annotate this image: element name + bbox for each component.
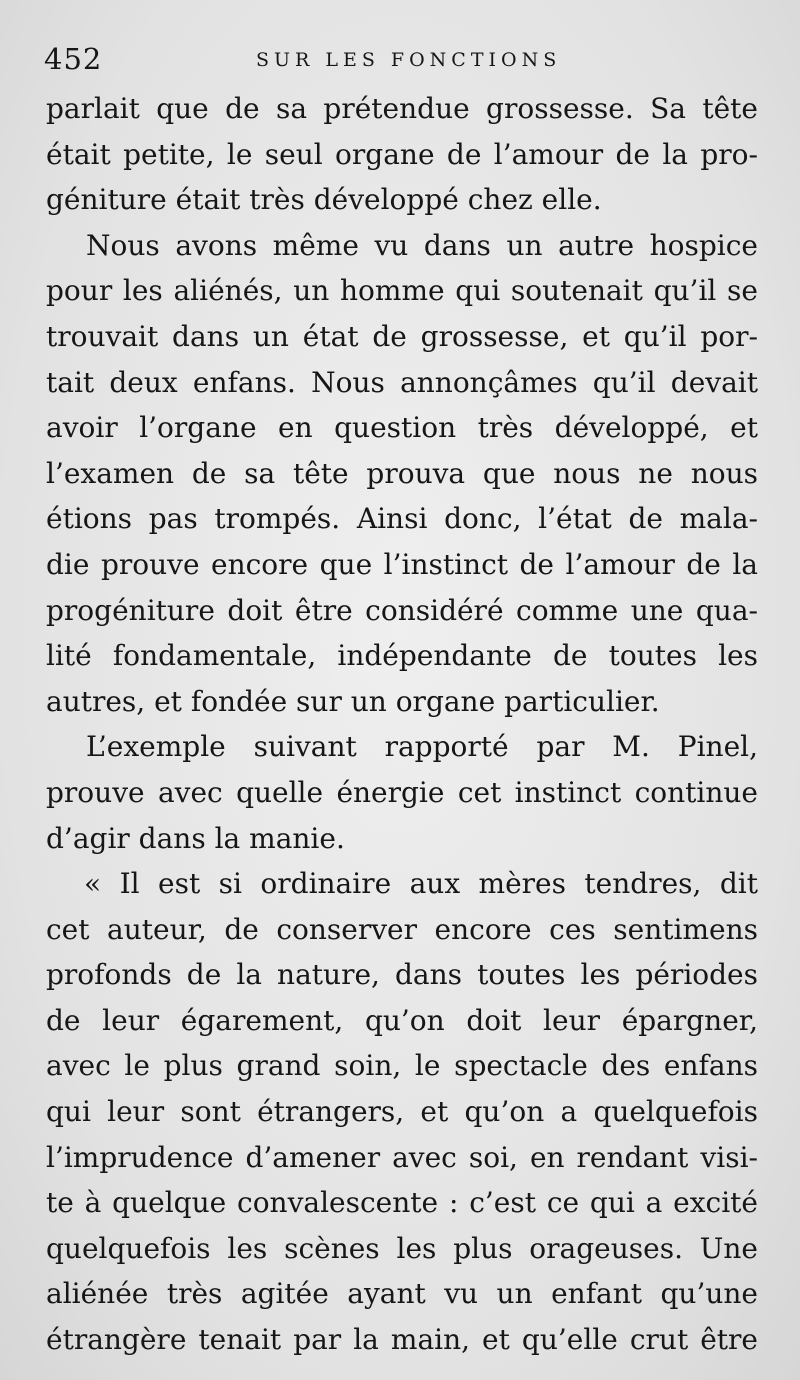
text-line: lité fondamentale, indépendante de toutes les [46, 639, 758, 673]
text-line: te à quelque convalescente : c’est ce qui a excité [46, 1186, 758, 1220]
page-header [44, 42, 764, 82]
text-line: parlait que de sa prétendue grossesse. Sa tête [46, 92, 758, 125]
text-line: cet auteur, de conserver encore ces sentimens [46, 912, 758, 946]
paragraph-start-line: Nous avons même vu dans un autre hospice [86, 228, 758, 262]
text-line: trouvait dans un état de grossesse, et qu’il por- [46, 319, 758, 353]
text-line: de leur égarement, qu’on doit leur épargner, [46, 1003, 758, 1037]
text-line: étions pas trompés. Ainsi donc, l’état de mala- [46, 502, 758, 536]
running-head: SUR LES FONCTIONS [256, 49, 562, 71]
text-line: autres, et fondée sur un organe particulier. [46, 684, 660, 718]
text-line: die prouve encore que l’instinct de l’amour de la [46, 547, 758, 581]
text-line: aliénée très agitée ayant vu un enfant qu’une [46, 1277, 758, 1311]
text-line: qui leur sont étrangers, et qu’on a quelquefois [46, 1095, 758, 1129]
page-number: 452 [44, 42, 103, 76]
paragraph-start-line: « Il est si ordinaire aux mères tendres, dit [84, 867, 758, 901]
text-line: tait deux enfans. Nous annonçâmes qu’il devait [46, 365, 758, 399]
text-line: avec le plus grand soin, le spectacle des enfans [46, 1049, 758, 1083]
text-line: quelquefois les scènes les plus orageuses. Une [46, 1231, 758, 1265]
text-line: l’examen de sa tête prouva que nous ne nous [46, 456, 758, 490]
text-line: l’imprudence d’amener avec soi, en rendant visi- [46, 1140, 758, 1174]
text-line: pour les aliénés, un homme qui soutenait qu’il se [46, 274, 758, 308]
body-text [46, 86, 758, 1363]
text-line: étrangère tenait par la main, et qu’elle crut être [46, 1323, 758, 1357]
text-line: avoir l’organe en question très développé, et [46, 411, 758, 445]
text-line: prouve avec quelle énergie cet instinct continue [46, 775, 758, 809]
text-line: était petite, le seul organe de l’amour de la pro- [46, 137, 758, 171]
text-line: profonds de la nature, dans toutes les périodes [46, 958, 758, 992]
text-line: géniture était très développé chez elle. [46, 183, 602, 217]
paragraph-start-line: L’exemple suivant rapporté par M. Pinel, [86, 730, 758, 764]
text-line: progéniture doit être considéré comme une qua- [46, 593, 758, 627]
text-line: d’agir dans la manie. [46, 821, 345, 855]
